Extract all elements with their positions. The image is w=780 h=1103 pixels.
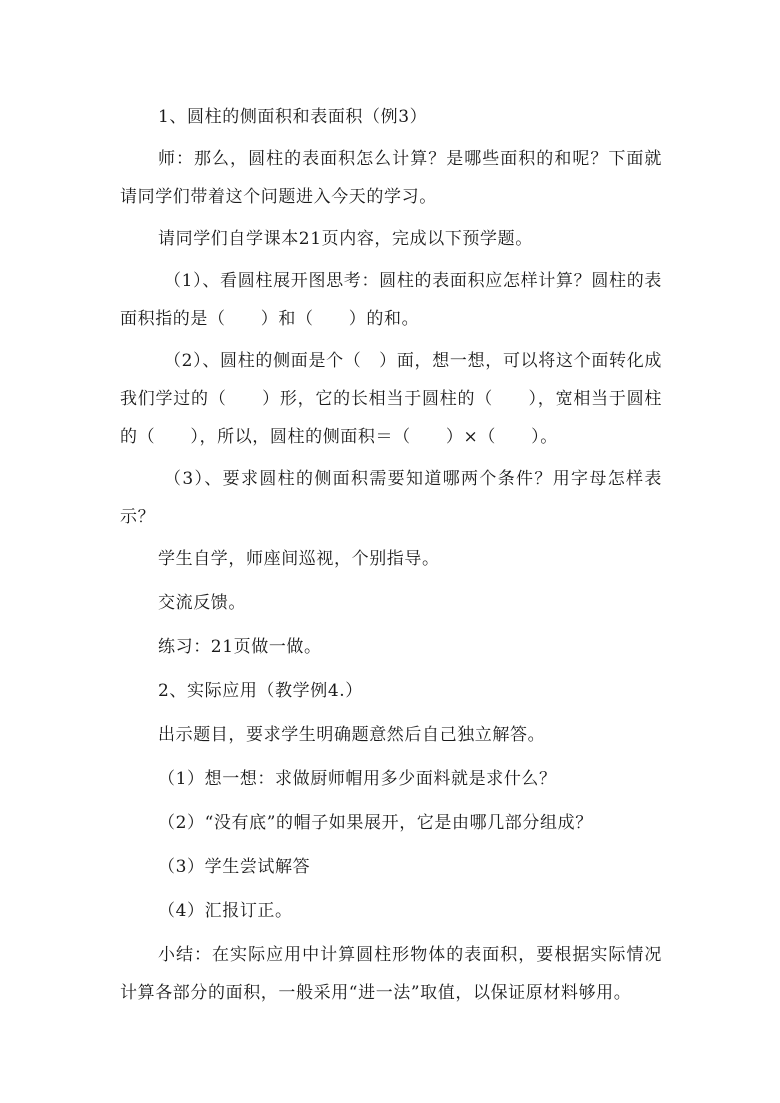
- list-item: （4）汇报订正。: [158, 901, 293, 921]
- list-item: （2）“没有底”的帽子如果展开，它是由哪几部分组成？: [158, 813, 593, 833]
- list-item: （3）学生尝试解答: [158, 857, 311, 877]
- summary-paragraph: 小结：在实际应用中计算圆柱形物体的表面积，要根据实际情况计算各部分的面积，一般采用“进一法”取值，以保证原材料够用。: [120, 945, 662, 1003]
- paragraph: 师：那么，圆柱的表面积怎么计算？是哪些面积的和呢？下面就请同学们带着这个问题进入今天的学习。: [120, 149, 662, 207]
- section-heading-1: 1、圆柱的侧面积和表面积（例3）: [158, 107, 428, 127]
- question-3: （3）、要求圆柱的侧面积需要知道哪两个条件？用字母怎样表示？: [120, 469, 662, 527]
- list-item: （1）想一想：求做厨师帽用多少面料就是求什么？: [158, 769, 557, 789]
- paragraph: 交流反馈。: [158, 593, 246, 613]
- question-1: （1）、看圆柱展开图思考：圆柱的表面积应怎样计算？圆柱的表面积指的是（ ）和（ ）的和。: [120, 271, 662, 329]
- paragraph: 学生自学，师座间巡视，个别指导。: [158, 549, 440, 569]
- question-2: （2）、圆柱的侧面是个（ ）面，想一想，可以将这个面转化成我们学过的（ ）形，它的长相当于圆柱的（ ），宽相当于圆柱的（ ），所以，圆柱的侧面积＝（ ）×（ ）。: [120, 351, 662, 447]
- section-heading-2: 2、实际应用（教学例4.）: [158, 681, 363, 701]
- paragraph: 出示题目，要求学生明确题意然后自己独立解答。: [158, 725, 546, 745]
- paragraph: 练习：21页做一做。: [158, 637, 322, 657]
- paragraph: 请同学们自学课本21页内容，完成以下预学题。: [158, 229, 533, 249]
